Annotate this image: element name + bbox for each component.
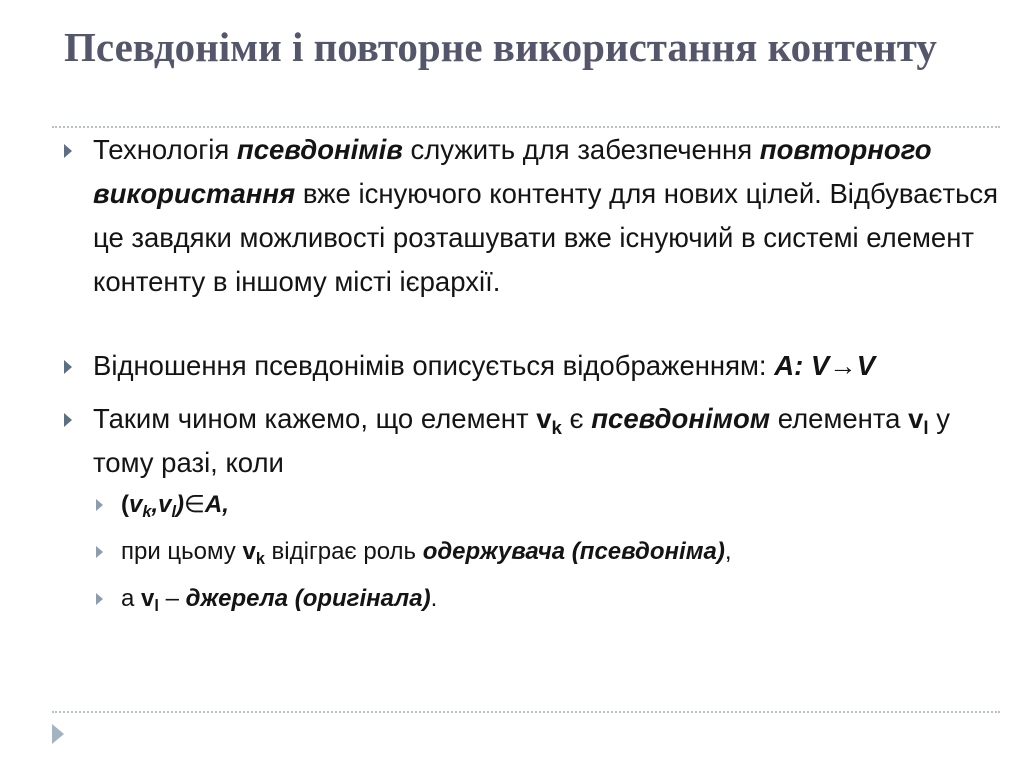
bullet-text: Відношення псевдонімів описується відображенням: A: V→V xyxy=(93,350,876,381)
bullet-triangle-icon xyxy=(64,144,72,158)
sub-bullet-triangle-icon xyxy=(96,593,103,605)
sub-bullet-list xyxy=(93,490,1000,614)
sub-bullet-text: а $v_l$ – джерела (оригінала). xyxy=(121,585,438,616)
bullet-text: Технологія псевдонімів служить для забезпечення повторного використання вже існуючого контенту для нових цілей. Відбувається це завдяки можливості розташувати вже існуючий в системі елемент контенту в іншому місті ієрархії. xyxy=(93,134,999,297)
bullet-text: Таким чином кажемо, що елемент $v_k$ є псевдонімом елемента $v_l$ у тому разі, коли xyxy=(93,403,950,478)
sub-bullet-item xyxy=(93,537,1000,567)
sub-bullet-triangle-icon xyxy=(96,546,103,558)
bullet-triangle-icon xyxy=(64,413,72,427)
bullet-item xyxy=(60,128,1000,304)
bullet-triangle-icon xyxy=(64,360,72,374)
slide-title: Псевдоніми і повторне використання контенту xyxy=(64,24,937,70)
sub-bullet-text: $(v_k,v_l)\in A$, xyxy=(121,491,229,522)
sub-bullet-item xyxy=(93,490,1000,520)
sub-bullet-item xyxy=(93,584,1000,614)
bullet-list xyxy=(60,128,1000,631)
slide-nav-triangle-icon xyxy=(52,724,64,744)
bullet-item xyxy=(60,344,1000,388)
bottom-divider xyxy=(52,711,1000,713)
bullet-item xyxy=(60,397,1000,485)
sub-bullet-text: при цьому $v_k$ відіграє роль одержувача (псевдоніма), xyxy=(121,538,732,569)
sub-bullet-triangle-icon xyxy=(96,499,103,511)
